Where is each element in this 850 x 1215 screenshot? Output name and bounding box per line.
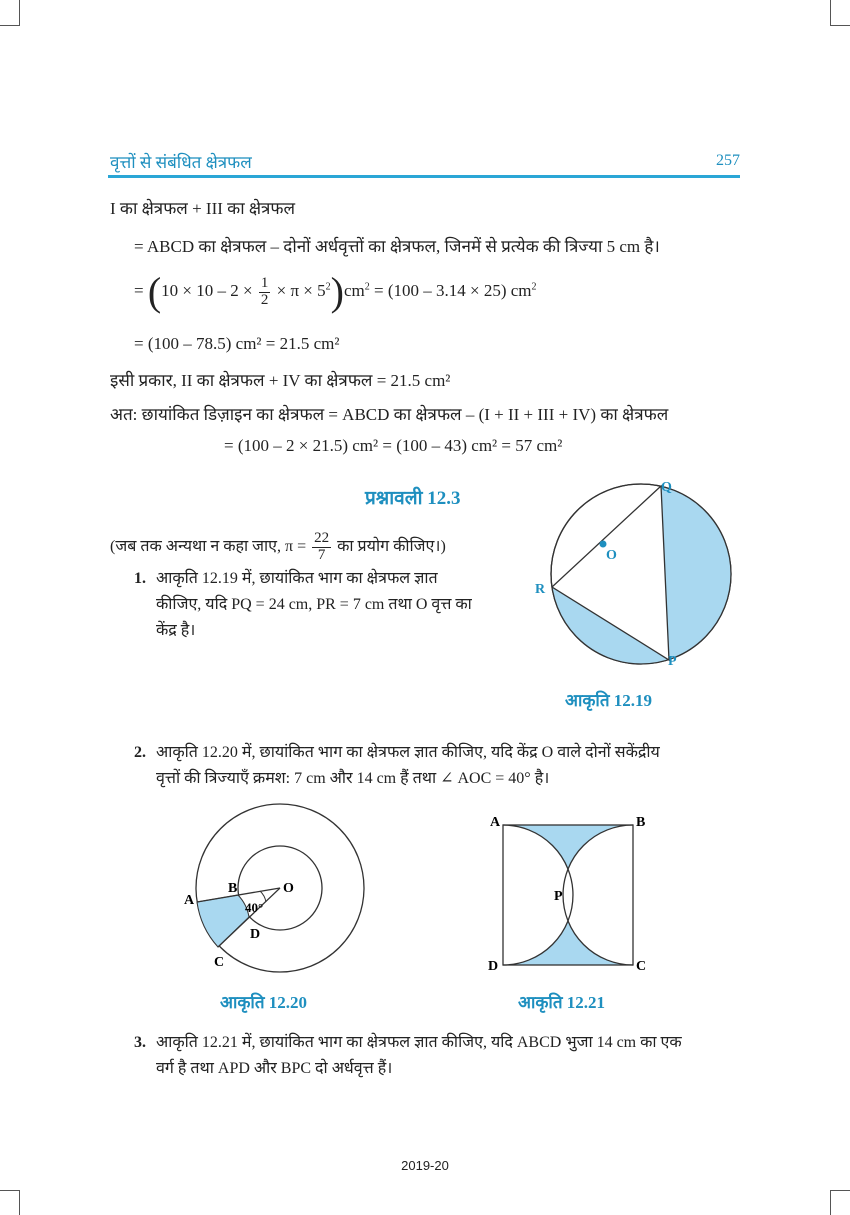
question-number: 2. <box>134 744 146 761</box>
equals-sign: = <box>134 280 144 300</box>
label-o: O <box>283 881 294 896</box>
crop-mark <box>19 1190 20 1215</box>
eq-unit-exponent: 2 <box>364 281 370 293</box>
caption-12-20: आकृति 12.20 <box>220 993 308 1012</box>
eq-rest: = (100 – 3.14 × 25) cm <box>373 280 532 300</box>
label-b: B <box>636 815 646 830</box>
question-line: वृत्तों की त्रिज्याएँ क्रमश: 7 cm और 14 cm हैं तथा ∠ AOC = 40° है। <box>156 770 550 787</box>
label-q: Q <box>661 480 672 495</box>
question-line: आकृति 12.21 में, छायांकित भाग का क्षेत्रफल ज्ञात कीजिए, यदि ABCD भुजा 14 cm का एक <box>156 1034 682 1051</box>
caption-12-21: आकृति 12.21 <box>518 993 606 1012</box>
label-c: C <box>214 955 225 970</box>
question-1 <box>134 566 514 644</box>
label-d: D <box>488 959 499 974</box>
crop-mark <box>830 1190 831 1215</box>
label-o: O <box>606 548 617 563</box>
eq-unit: cm <box>343 280 365 300</box>
open-paren: ( <box>147 269 162 314</box>
crop-mark <box>19 0 20 25</box>
eq-rest-exponent: 2 <box>531 281 537 293</box>
question-line: आकृति 12.19 में, छायांकित भाग का क्षेत्रफल ज्ञात <box>156 570 438 587</box>
crop-mark <box>830 25 850 26</box>
fraction-half <box>259 276 271 309</box>
crop-mark <box>830 0 831 25</box>
text-line-5: इसी प्रकार, II का क्षेत्रफल + IV का क्षेत्रफल = 21.5 cm² <box>110 371 451 390</box>
label-a: A <box>184 893 195 908</box>
exercise-title: प्रश्नावली 12.3 <box>365 488 461 509</box>
fraction-numerator: 1 <box>260 274 269 291</box>
question-3 <box>134 1030 754 1082</box>
footer-year: 2019-20 <box>401 1158 449 1173</box>
running-header-title: वृत्तों से संबंधित क्षेत्रफल <box>110 153 252 172</box>
crop-mark <box>0 1190 20 1191</box>
text-line-1: I का क्षेत्रफल + III का क्षेत्रफल <box>110 199 296 218</box>
instruction-text-b: का प्रयोग कीजिए।) <box>337 537 446 555</box>
label-c: C <box>636 959 647 974</box>
label-r: R <box>535 582 546 597</box>
question-number: 1. <box>134 570 146 587</box>
label-d: D <box>250 927 261 942</box>
crop-mark <box>0 25 20 26</box>
text-line-2: = ABCD का क्षेत्रफल – दोनों अर्धवृत्तों का क्षेत्रफल, जिनमें से प्रत्येक की त्रिज्या 5 cm है। <box>134 237 660 256</box>
caption-12-19: आकृति 12.19 <box>565 691 653 710</box>
question-line: आकृति 12.20 में, छायांकित भाग का क्षेत्रफल ज्ञात कीजिए, यदि केंद्र O वाले दोनों सकेंद्रीय <box>156 744 660 761</box>
text-line-4: = (100 – 78.5) cm² = 21.5 cm² <box>134 334 340 353</box>
fraction-denominator: 7 <box>317 546 326 563</box>
question-number: 3. <box>134 1034 146 1051</box>
figure-12-20 <box>170 800 380 980</box>
equation-line-3 <box>134 269 537 314</box>
text-line-7: = (100 – 2 × 21.5) cm² = (100 – 43) cm² = 57 cm² <box>224 436 563 455</box>
fraction-denominator: 2 <box>260 291 269 308</box>
fraction-pi <box>312 531 331 564</box>
label-a: A <box>490 815 501 830</box>
label-b: B <box>228 881 238 896</box>
fraction-numerator: 22 <box>314 530 330 546</box>
label-angle: 40° <box>245 900 264 915</box>
header-rule <box>108 175 740 178</box>
figure-12-21 <box>480 810 670 980</box>
question-line: केंद्र है। <box>156 622 196 639</box>
instruction-text-a: (जब तक अन्यथा न कहा जाए, π = <box>110 537 307 555</box>
eq-part-a: 10 × 10 – 2 × <box>161 280 253 300</box>
eq-part-b: × π × 5 <box>276 280 326 300</box>
center-dot <box>600 541 607 548</box>
label-p: P <box>668 654 677 669</box>
question-line: कीजिए, यदि PQ = 24 cm, PR = 7 cm तथा O वृत्त का <box>156 596 472 613</box>
close-paren: ) <box>330 269 344 314</box>
text-line-6: अत: छायांकित डिज़ाइन का क्षेत्रफल = ABCD का क्षेत्रफल – (I + II + III + IV) का क्षेत्रफल <box>110 405 669 424</box>
exercise-instruction <box>110 531 446 564</box>
question-line: वर्ग है तथा APD और BPC दो अर्धवृत्त हैं। <box>156 1060 393 1077</box>
label-p: P <box>554 889 563 904</box>
page-number: 257 <box>716 152 740 169</box>
crop-mark <box>830 1190 850 1191</box>
eq-exponent: 2 <box>325 281 331 293</box>
figure-12-19 <box>530 475 750 675</box>
question-2 <box>134 740 754 792</box>
shaded-segment-pq <box>661 475 750 660</box>
